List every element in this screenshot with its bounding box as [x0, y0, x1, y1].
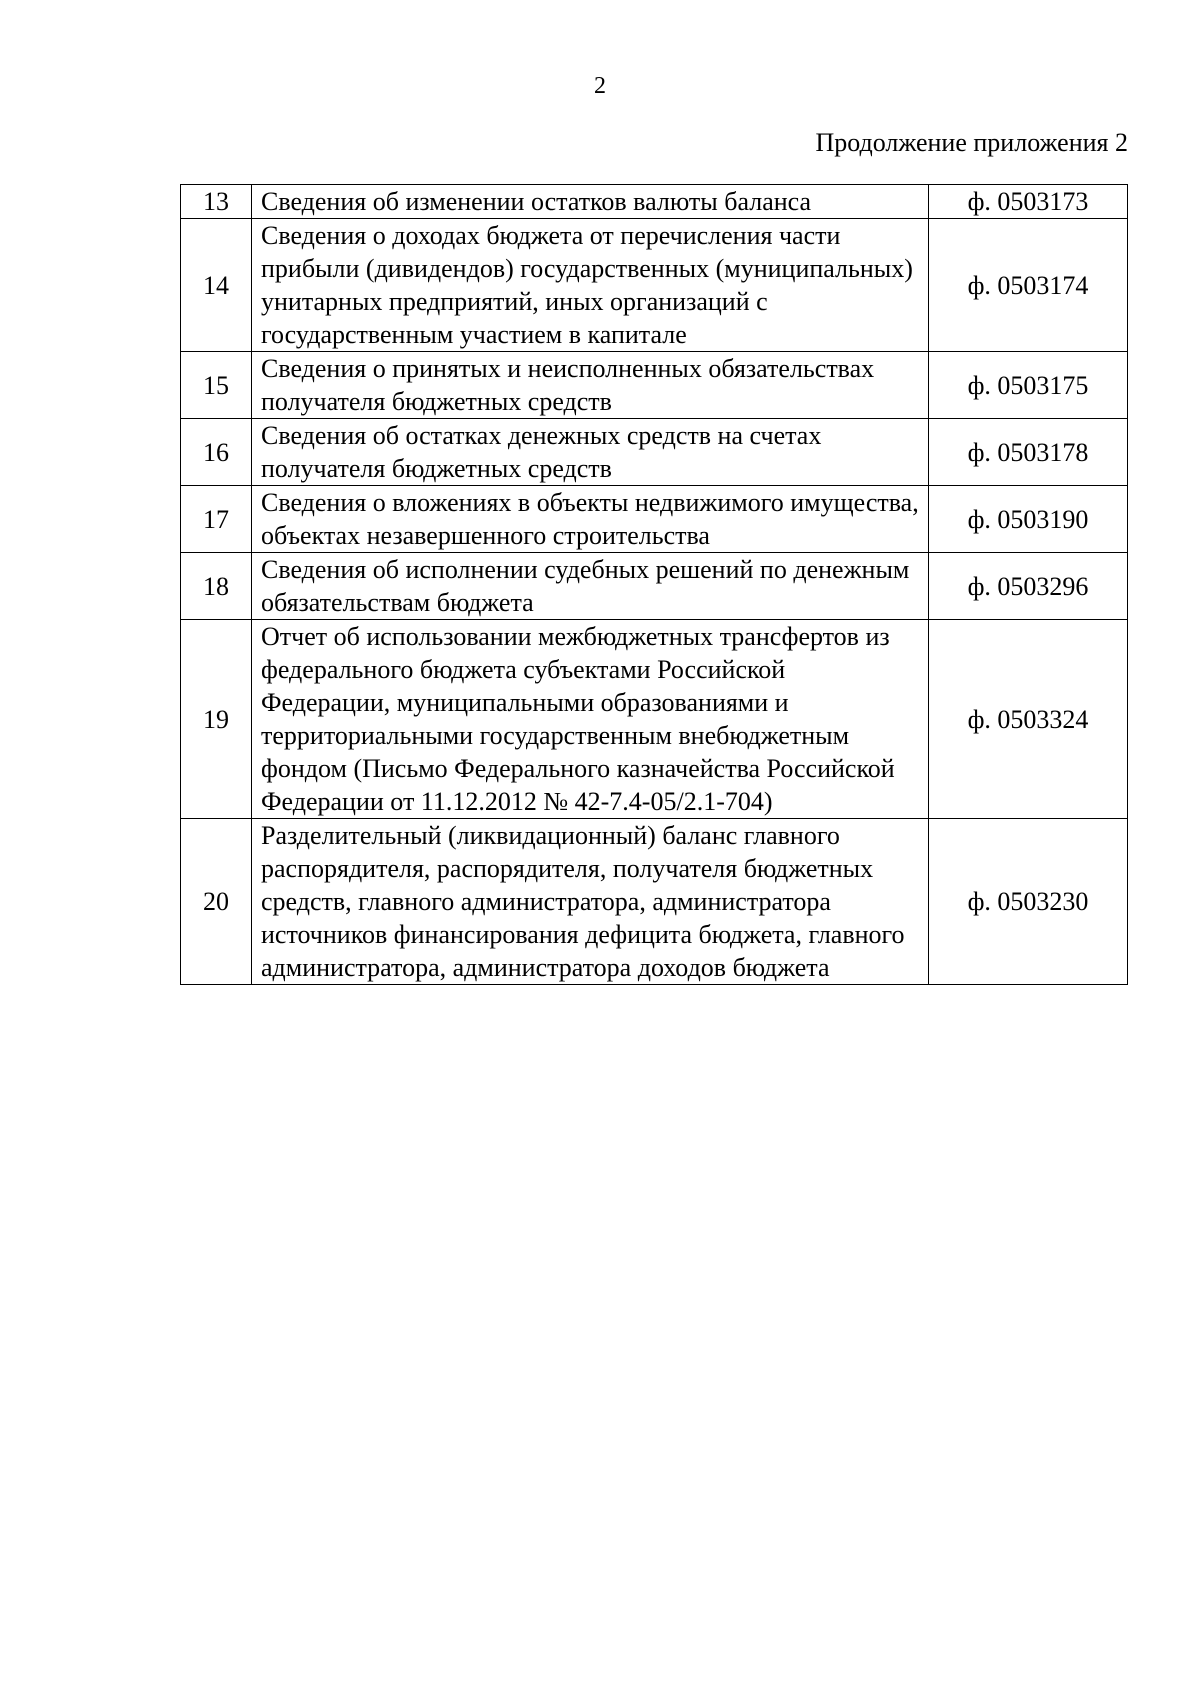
row-number: 15	[181, 352, 252, 419]
appendix-continuation-label: Продолжение приложения 2	[815, 128, 1128, 157]
row-form-code: ф. 0503230	[929, 819, 1128, 985]
row-description: Сведения об изменении остатков валюты баланса	[252, 185, 929, 219]
row-description: Сведения о принятых и неисполненных обязательствах получателя бюджетных средств	[252, 352, 929, 419]
forms-table	[180, 184, 1128, 985]
row-description: Сведения о вложениях в объекты недвижимого имущества, объектах незавершенного строительства	[252, 486, 929, 553]
row-number: 13	[181, 185, 252, 219]
table-row	[181, 419, 1128, 486]
row-number: 16	[181, 419, 252, 486]
table-row	[181, 352, 1128, 419]
row-form-code: ф. 0503178	[929, 419, 1128, 486]
row-number: 14	[181, 219, 252, 352]
table-row	[181, 819, 1128, 985]
row-description: Разделительный (ликвидационный) баланс главного распорядителя, распорядителя, получателя бюджетных средств, главного администратора, администратора источников финансирования дефицита бюджета, главного администратора, администратора доходов бюджета	[252, 819, 929, 985]
table-row	[181, 185, 1128, 219]
page-number: 2	[594, 73, 606, 99]
row-description: Сведения об остатках денежных средств на счетах получателя бюджетных средств	[252, 419, 929, 486]
table-row	[181, 620, 1128, 819]
row-form-code: ф. 0503296	[929, 553, 1128, 620]
row-form-code: ф. 0503175	[929, 352, 1128, 419]
row-number: 19	[181, 620, 252, 819]
row-description: Сведения об исполнении судебных решений по денежным обязательствам бюджета	[252, 553, 929, 620]
row-number: 17	[181, 486, 252, 553]
table-row	[181, 553, 1128, 620]
table-row	[181, 486, 1128, 553]
table-row	[181, 219, 1128, 352]
row-description: Отчет об использовании межбюджетных трансфертов из федерального бюджета субъектами Российской Федерации, муниципальными образованиями и территориальными государственным внебюджетным фондом (Письмо Федерального казначейства Российской Федерации от 11.12.2012 № 42-7.4-05/2.1-704)	[252, 620, 929, 819]
row-form-code: ф. 0503324	[929, 620, 1128, 819]
row-form-code: ф. 0503190	[929, 486, 1128, 553]
row-form-code: ф. 0503173	[929, 185, 1128, 219]
row-number: 20	[181, 819, 252, 985]
row-number: 18	[181, 553, 252, 620]
row-form-code: ф. 0503174	[929, 219, 1128, 352]
row-description: Сведения о доходах бюджета от перечисления части прибыли (дивидендов) государственных (муниципальных) унитарных предприятий, иных организаций с государственным участием в капитале	[252, 219, 929, 352]
